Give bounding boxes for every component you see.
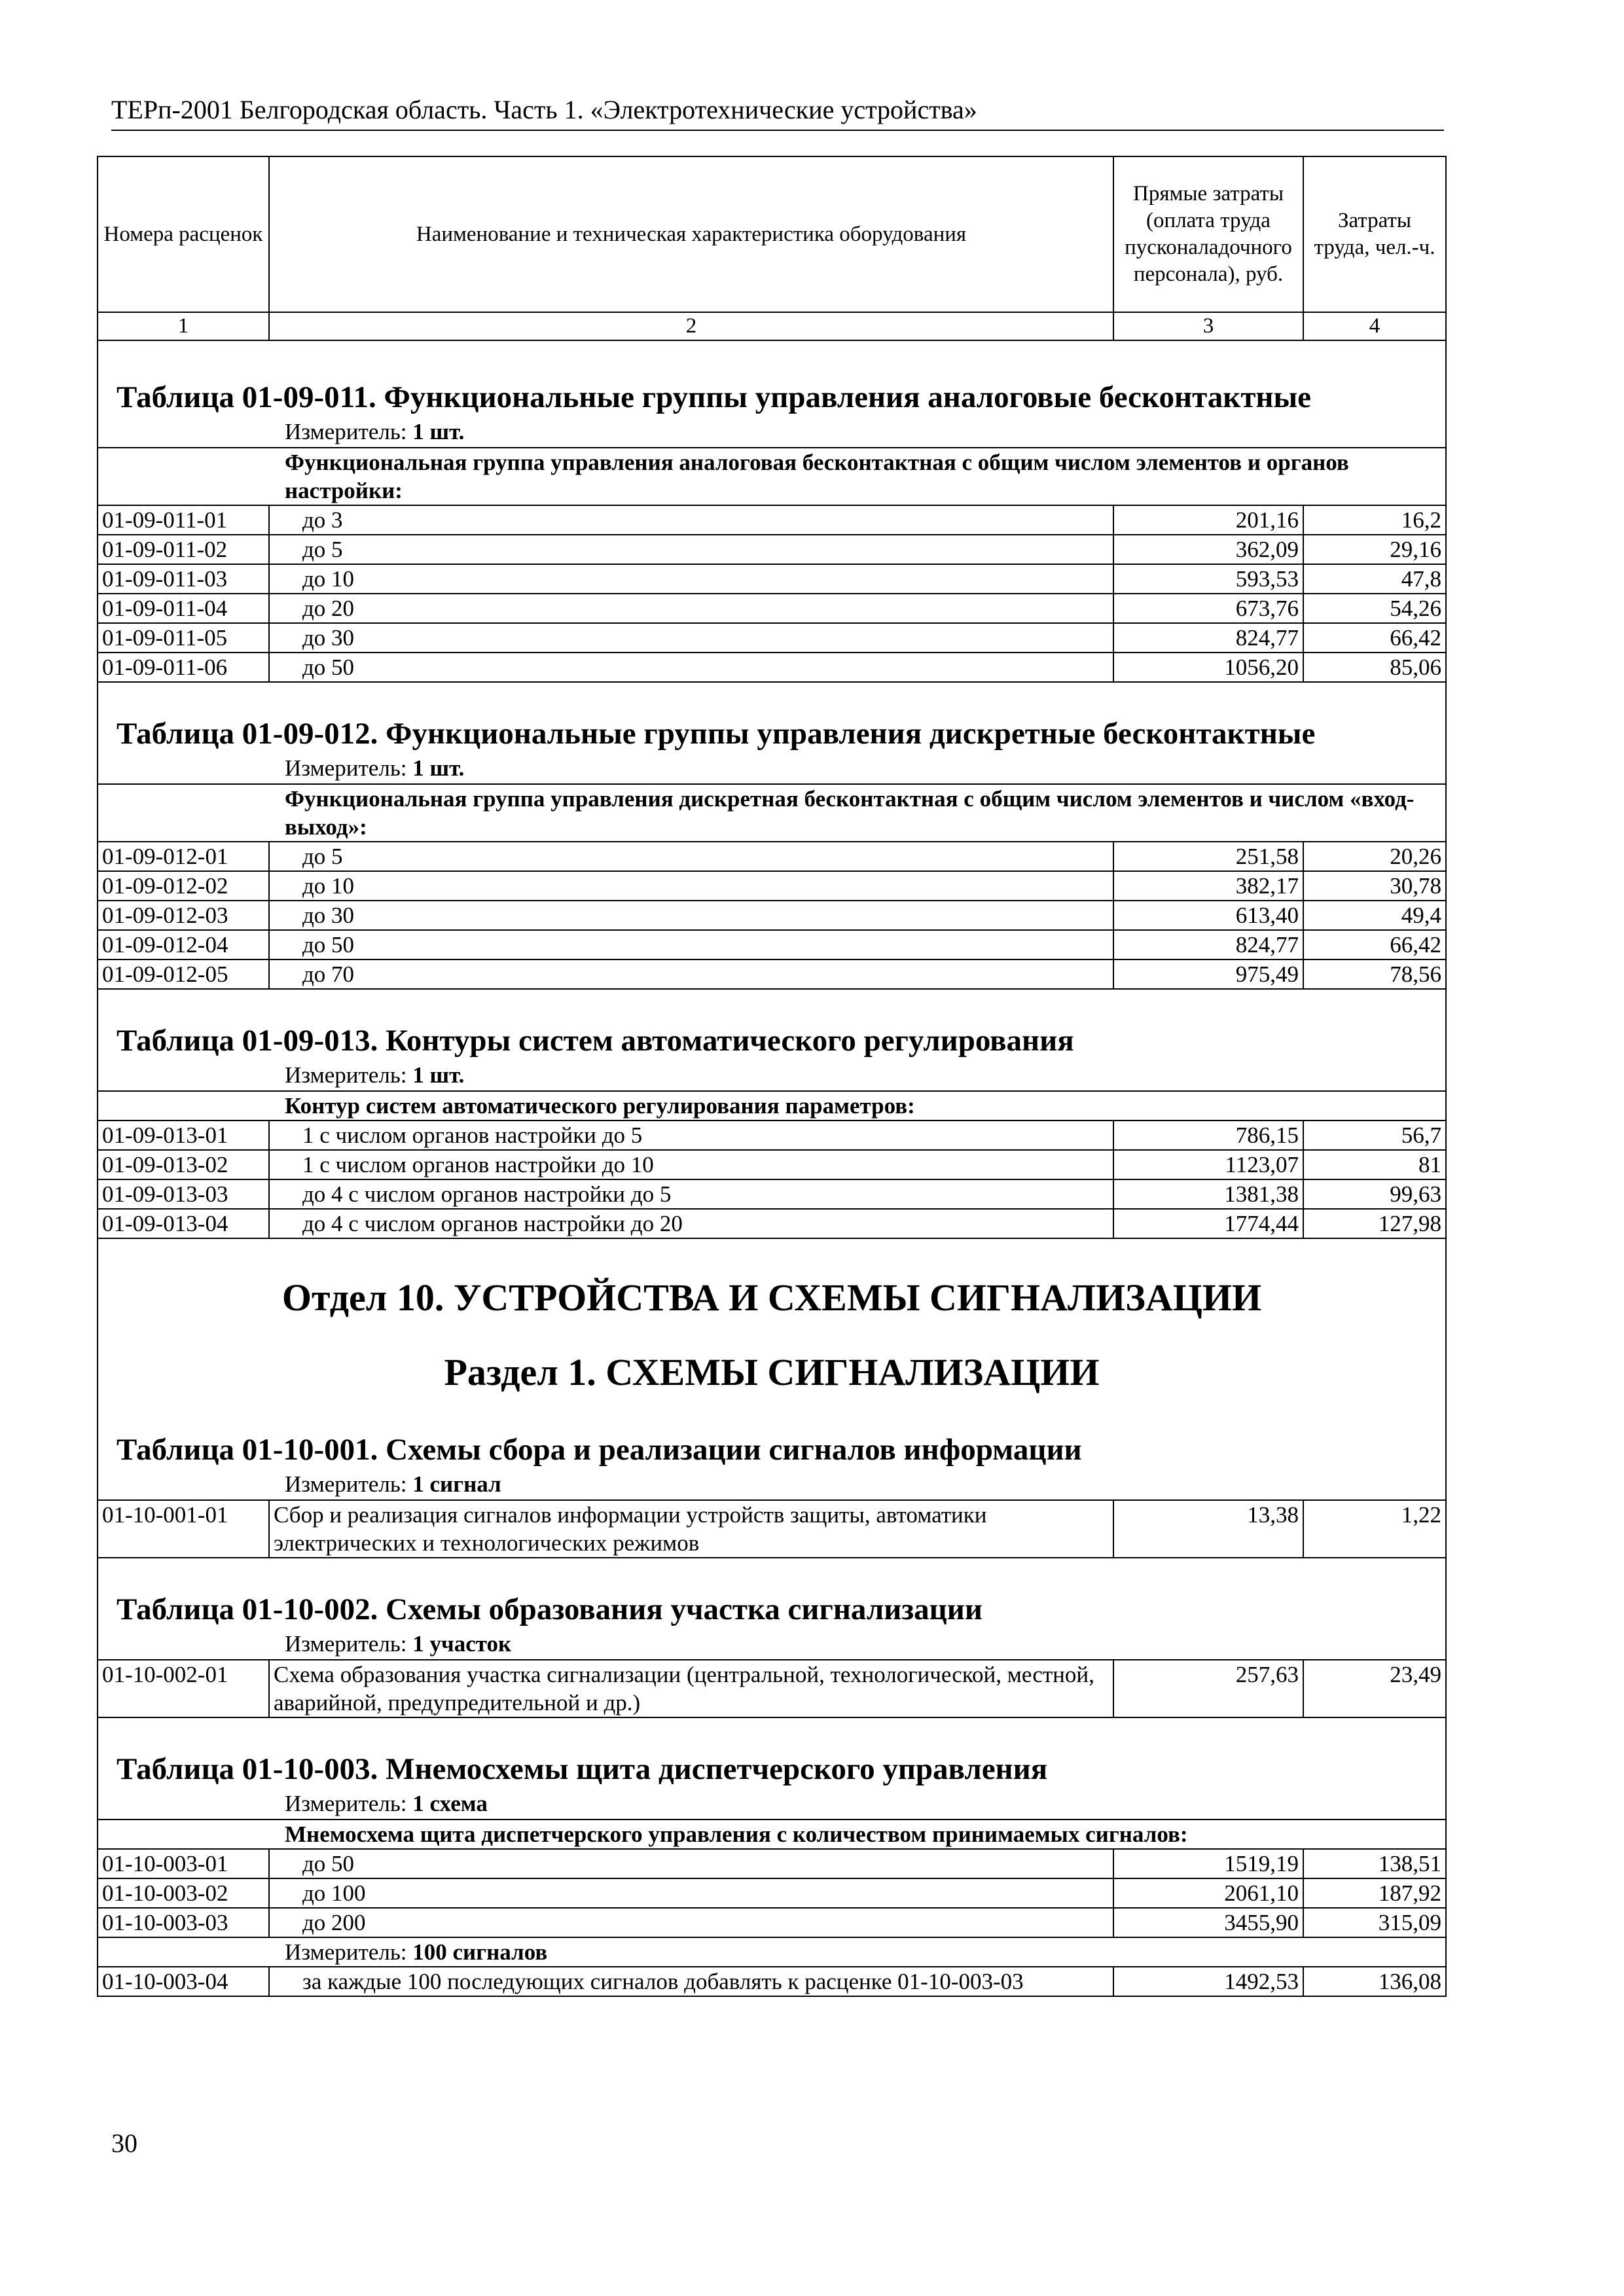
rate-labor: 56,7 xyxy=(1303,1121,1446,1150)
table-title: Таблица 01-09-011. Функциональные группы управления аналоговые бесконтактные xyxy=(98,340,1446,417)
measure-label: Измеритель: xyxy=(285,1062,407,1088)
rate-cost: 673,76 xyxy=(1113,594,1303,623)
rate-code: 01-09-012-01 xyxy=(98,842,269,871)
measure-line xyxy=(98,1469,1446,1500)
rate-code: 01-09-012-04 xyxy=(98,930,269,960)
rate-code: 01-10-003-04 xyxy=(98,1967,269,1996)
rate-cost: 201,16 xyxy=(1113,505,1303,535)
rate-cost: 786,15 xyxy=(1113,1121,1303,1150)
rate-cost: 382,17 xyxy=(1113,871,1303,901)
rate-code: 01-09-011-01 xyxy=(98,505,269,535)
rate-labor: 49,4 xyxy=(1303,901,1446,930)
rate-cost: 1492,53 xyxy=(1113,1967,1303,1996)
column-header-labor: Затраты труда, чел.-ч. xyxy=(1303,156,1446,312)
table-row xyxy=(98,960,1446,989)
rates-table xyxy=(97,156,1447,1997)
rate-code: 01-09-012-03 xyxy=(98,901,269,930)
table-row xyxy=(98,871,1446,901)
table-title: Таблица 01-10-001. Схемы сбора и реализации сигналов информации xyxy=(98,1399,1446,1469)
rate-name: до 4 с числом органов настройки до 20 xyxy=(269,1209,1113,1238)
table-row xyxy=(98,1179,1446,1209)
rate-code: 01-09-013-03 xyxy=(98,1179,269,1209)
rate-cost: 1774,44 xyxy=(1113,1209,1303,1238)
rate-cost: 1056,20 xyxy=(1113,653,1303,682)
rate-labor: 85,06 xyxy=(1303,653,1446,682)
rate-code: 01-09-012-02 xyxy=(98,871,269,901)
rate-code: 01-10-003-02 xyxy=(98,1878,269,1908)
table-row xyxy=(98,1209,1446,1238)
column-header-codes: Номера расценок xyxy=(98,156,269,312)
rate-code: 01-09-011-02 xyxy=(98,535,269,564)
rate-cost: 1519,19 xyxy=(1113,1849,1303,1878)
rate-cost: 257,63 xyxy=(1113,1660,1303,1717)
rate-labor: 78,56 xyxy=(1303,960,1446,989)
rate-code: 01-10-003-03 xyxy=(98,1908,269,1937)
table-row xyxy=(98,1500,1446,1558)
rate-cost: 1381,38 xyxy=(1113,1179,1303,1209)
rate-code: 01-10-003-01 xyxy=(98,1849,269,1878)
table-row xyxy=(98,1849,1446,1878)
measure-label: Измеритель: xyxy=(285,1939,407,1965)
table-title: Таблица 01-09-012. Функциональные группы управления дискретные бесконтактные xyxy=(98,682,1446,753)
rate-name: до 10 xyxy=(269,564,1113,594)
column-number: 1 xyxy=(98,312,269,340)
measure-unit: 1 шт. xyxy=(412,755,465,781)
measure-unit: 1 шт. xyxy=(412,419,465,444)
measure-label: Измеритель: xyxy=(285,419,407,444)
rate-name: до 100 xyxy=(269,1878,1113,1908)
table-title: Таблица 01-09-013. Контуры систем автоматического регулирования xyxy=(98,989,1446,1060)
measure-label: Измеритель: xyxy=(285,1631,407,1657)
measure-label: Измеритель: xyxy=(285,1471,407,1497)
rate-name: до 20 xyxy=(269,594,1113,623)
table-title: Таблица 01-10-003. Мнемосхемы щита диспетчерского управления xyxy=(98,1717,1446,1789)
table-row xyxy=(98,623,1446,653)
rate-labor: 136,08 xyxy=(1303,1967,1446,1996)
rate-labor: 66,42 xyxy=(1303,930,1446,960)
rate-cost: 251,58 xyxy=(1113,842,1303,871)
column-header-name: Наименование и техническая характеристика оборудования xyxy=(269,156,1113,312)
rate-labor: 1,22 xyxy=(1303,1500,1446,1558)
measure-line xyxy=(98,417,1446,448)
rate-cost: 975,49 xyxy=(1113,960,1303,989)
rate-labor: 54,26 xyxy=(1303,594,1446,623)
rate-name: до 10 xyxy=(269,871,1113,901)
measure-unit: 1 сигнал xyxy=(412,1471,501,1497)
rate-name: до 5 xyxy=(269,842,1113,871)
rate-labor: 29,16 xyxy=(1303,535,1446,564)
rate-name: 1 с числом органов настройки до 10 xyxy=(269,1150,1113,1179)
table-row xyxy=(98,1878,1446,1908)
rate-labor: 66,42 xyxy=(1303,623,1446,653)
rate-name: Схема образования участка сигнализации (центральной, технологической, местной, аварийной, предупредительной и др.) xyxy=(269,1660,1113,1717)
rate-code: 01-09-011-06 xyxy=(98,653,269,682)
rate-name: до 30 xyxy=(269,623,1113,653)
table-row xyxy=(98,901,1446,930)
column-header-cost: Прямые затраты (оплата труда пусконаладочного персонала), руб. xyxy=(1113,156,1303,312)
rate-labor: 20,26 xyxy=(1303,842,1446,871)
table-row xyxy=(98,1150,1446,1179)
column-header-row xyxy=(98,156,1446,312)
column-number: 2 xyxy=(269,312,1113,340)
table-row xyxy=(98,1967,1446,1996)
measure-line xyxy=(98,1629,1446,1660)
rate-labor: 16,2 xyxy=(1303,505,1446,535)
measure-unit: 1 шт. xyxy=(412,1062,465,1088)
rate-name: до 50 xyxy=(269,1849,1113,1878)
measure-line xyxy=(98,1937,1446,1967)
measure-unit: 100 сигналов xyxy=(412,1939,548,1965)
rate-name: 1 с числом органов настройки до 5 xyxy=(269,1121,1113,1150)
measure-line xyxy=(98,1789,1446,1820)
table-row xyxy=(98,842,1446,871)
table-row xyxy=(98,1121,1446,1150)
rate-labor: 127,98 xyxy=(1303,1209,1446,1238)
rate-cost: 613,40 xyxy=(1113,901,1303,930)
rate-code: 01-09-013-01 xyxy=(98,1121,269,1150)
rate-name: за каждые 100 последующих сигналов добавлять к расценке 01-10-003-03 xyxy=(269,1967,1113,1996)
column-number: 3 xyxy=(1113,312,1303,340)
rate-code: 01-09-011-03 xyxy=(98,564,269,594)
rate-labor: 138,51 xyxy=(1303,1849,1446,1878)
table-row xyxy=(98,564,1446,594)
table-row xyxy=(98,505,1446,535)
rate-code: 01-10-002-01 xyxy=(98,1660,269,1717)
rate-labor: 315,09 xyxy=(1303,1908,1446,1937)
rate-cost: 824,77 xyxy=(1113,930,1303,960)
rate-cost: 362,09 xyxy=(1113,535,1303,564)
rate-cost: 13,38 xyxy=(1113,1500,1303,1558)
section-title: Раздел 1. СХЕМЫ СИГНАЛИЗАЦИИ xyxy=(98,1324,1446,1399)
group-heading: Контур систем автоматического регулирования параметров: xyxy=(98,1091,1446,1121)
rate-code: 01-09-013-02 xyxy=(98,1150,269,1179)
measure-label: Измеритель: xyxy=(285,1791,407,1816)
rate-cost: 2061,10 xyxy=(1113,1878,1303,1908)
rate-labor: 23,49 xyxy=(1303,1660,1446,1717)
rate-name: до 200 xyxy=(269,1908,1113,1937)
table-row xyxy=(98,930,1446,960)
page-number: 30 xyxy=(111,2128,137,2158)
rate-name: до 5 xyxy=(269,535,1113,564)
measure-line xyxy=(98,1060,1446,1091)
rate-code: 01-09-011-04 xyxy=(98,594,269,623)
department-title: Отдел 10. УСТРОЙСТВА И СХЕМЫ СИГНАЛИЗАЦИИ xyxy=(98,1238,1446,1324)
rate-name: до 70 xyxy=(269,960,1113,989)
rate-labor: 81 xyxy=(1303,1150,1446,1179)
table-row xyxy=(98,1660,1446,1717)
table-row xyxy=(98,594,1446,623)
rate-labor: 30,78 xyxy=(1303,871,1446,901)
measure-unit: 1 участок xyxy=(412,1631,512,1657)
group-heading: Функциональная группа управления дискретная бесконтактная с общим числом элементов и числом «вход-выход»: xyxy=(98,784,1446,842)
column-number-row xyxy=(98,312,1446,340)
rate-name: до 30 xyxy=(269,901,1113,930)
rate-name: до 50 xyxy=(269,653,1113,682)
rate-name: до 50 xyxy=(269,930,1113,960)
group-heading: Функциональная группа управления аналоговая бесконтактная с общим числом элементов и органов настройки: xyxy=(98,448,1446,505)
rate-labor: 187,92 xyxy=(1303,1878,1446,1908)
table-row xyxy=(98,1908,1446,1937)
measure-line xyxy=(98,753,1446,784)
rate-cost: 824,77 xyxy=(1113,623,1303,653)
rate-code: 01-09-011-05 xyxy=(98,623,269,653)
rate-code: 01-09-013-04 xyxy=(98,1209,269,1238)
page-header: ТЕРп-2001 Белгородская область. Часть 1. «Электротехнические устройства» xyxy=(111,90,1444,131)
rate-code: 01-09-012-05 xyxy=(98,960,269,989)
column-number: 4 xyxy=(1303,312,1446,340)
rate-cost: 1123,07 xyxy=(1113,1150,1303,1179)
measure-label: Измеритель: xyxy=(285,755,407,781)
measure-unit: 1 схема xyxy=(412,1791,488,1816)
rate-cost: 593,53 xyxy=(1113,564,1303,594)
rate-code: 01-10-001-01 xyxy=(98,1500,269,1558)
table-row xyxy=(98,653,1446,682)
table-title: Таблица 01-10-002. Схемы образования участка сигнализации xyxy=(98,1558,1446,1629)
rate-name: до 3 xyxy=(269,505,1113,535)
rate-name: до 4 с числом органов настройки до 5 xyxy=(269,1179,1113,1209)
rate-cost: 3455,90 xyxy=(1113,1908,1303,1937)
rate-labor: 47,8 xyxy=(1303,564,1446,594)
group-heading: Мнемосхема щита диспетчерского управления с количеством принимаемых сигналов: xyxy=(98,1820,1446,1849)
table-row xyxy=(98,535,1446,564)
rate-name: Сбор и реализация сигналов информации устройств защиты, автоматики электрических и технологических режимов xyxy=(269,1500,1113,1558)
rate-labor: 99,63 xyxy=(1303,1179,1446,1209)
